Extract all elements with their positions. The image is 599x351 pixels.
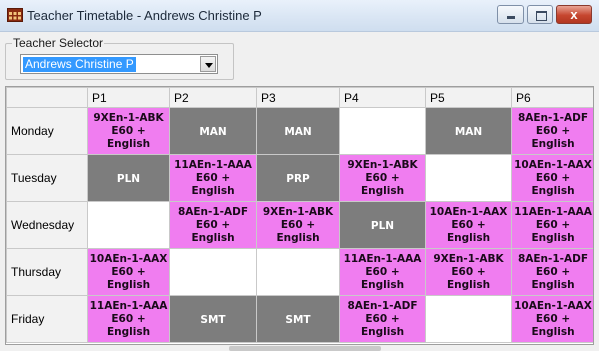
non-teaching-cell[interactable] bbox=[257, 155, 340, 202]
period-header[interactable]: P2 bbox=[170, 88, 257, 108]
lesson-room: E60 + bbox=[535, 171, 571, 184]
lesson-room: E60 + bbox=[111, 124, 146, 137]
lesson-subject: English bbox=[360, 278, 405, 291]
teacher-selector-label: Teacher Selector bbox=[13, 36, 104, 50]
non-teaching-cell[interactable] bbox=[88, 155, 170, 202]
lesson-cell[interactable] bbox=[512, 296, 595, 343]
lesson-class: 9XEn-1-ABK bbox=[262, 205, 334, 218]
lesson-subject: English bbox=[446, 278, 491, 291]
calendar-grid-icon bbox=[7, 8, 23, 22]
lesson-class: 9XEn-1-ABK bbox=[93, 111, 164, 124]
lesson-cell[interactable] bbox=[88, 108, 170, 155]
empty-cell[interactable] bbox=[426, 296, 512, 343]
lesson-room: E60 + bbox=[451, 218, 486, 231]
lesson-cell[interactable] bbox=[512, 202, 595, 249]
empty-cell[interactable] bbox=[426, 155, 512, 202]
lesson-class: 8AEn-1-ADF bbox=[517, 252, 589, 265]
window-title: Teacher Timetable - Andrews Christine P bbox=[27, 8, 262, 23]
horizontal-scrollbar-thumb[interactable] bbox=[229, 346, 381, 351]
block-label: SMT bbox=[285, 314, 311, 326]
lesson-room: E60 + bbox=[111, 265, 146, 278]
lesson-subject: English bbox=[531, 231, 575, 244]
lesson-subject: English bbox=[531, 137, 575, 150]
lesson-subject: English bbox=[360, 325, 405, 338]
lesson-class: 10AEn-1-AAX bbox=[89, 252, 168, 265]
lesson-room: E60 + bbox=[535, 265, 571, 278]
lesson-subject: English bbox=[360, 184, 405, 197]
non-teaching-cell[interactable] bbox=[257, 296, 340, 343]
lesson-class: 9XEn-1-ABK bbox=[347, 158, 418, 171]
non-teaching-cell[interactable] bbox=[426, 108, 512, 155]
lesson-room: E60 + bbox=[365, 171, 400, 184]
lesson-cell[interactable] bbox=[340, 249, 426, 296]
lesson-class: 10AEn-1-AAX bbox=[429, 205, 508, 218]
non-teaching-cell[interactable] bbox=[170, 296, 257, 343]
lesson-cell[interactable] bbox=[170, 155, 257, 202]
day-label: Wednesday bbox=[7, 202, 88, 249]
period-header-row bbox=[7, 88, 595, 108]
lesson-cell[interactable] bbox=[88, 249, 170, 296]
lesson-room: E60 + bbox=[365, 265, 400, 278]
teacher-select-dropdown-button[interactable] bbox=[200, 56, 216, 72]
lesson-room: E60 + bbox=[535, 124, 571, 137]
day-label: Friday bbox=[7, 296, 88, 343]
lesson-subject: English bbox=[191, 184, 235, 197]
close-icon: x bbox=[570, 7, 578, 22]
lesson-subject: English bbox=[531, 184, 575, 197]
lesson-room: E60 + bbox=[535, 218, 571, 231]
block-label: MAN bbox=[454, 126, 483, 138]
period-header[interactable]: P4 bbox=[340, 88, 426, 108]
lesson-subject: English bbox=[446, 231, 491, 244]
close-button[interactable] bbox=[556, 5, 592, 24]
lesson-class: 11AEn-1-AAA bbox=[89, 299, 168, 312]
lesson-room: E60 + bbox=[111, 312, 146, 325]
lesson-class: 9XEn-1-ABK bbox=[433, 252, 504, 265]
table-row bbox=[7, 296, 595, 343]
lesson-class: 10AEn-1-AAX bbox=[514, 299, 592, 312]
empty-cell[interactable] bbox=[340, 108, 426, 155]
period-header[interactable]: P6 bbox=[512, 88, 595, 108]
lesson-class: 11AEn-1-AAA bbox=[174, 158, 252, 171]
lesson-subject: English bbox=[276, 231, 320, 244]
timetable-table bbox=[6, 87, 594, 343]
empty-cell[interactable] bbox=[257, 249, 340, 296]
teacher-selector-group bbox=[5, 36, 234, 80]
block-label: MAN bbox=[199, 126, 227, 138]
lesson-room: E60 + bbox=[195, 171, 231, 184]
lesson-room: E60 + bbox=[535, 312, 571, 325]
empty-cell[interactable] bbox=[170, 249, 257, 296]
lesson-cell[interactable] bbox=[170, 202, 257, 249]
lesson-subject: English bbox=[531, 325, 575, 338]
lesson-subject: English bbox=[531, 278, 575, 291]
day-label: Monday bbox=[7, 108, 88, 155]
table-row bbox=[7, 155, 595, 202]
lesson-class: 10AEn-1-AAX bbox=[514, 158, 592, 171]
lesson-cell[interactable] bbox=[512, 108, 595, 155]
lesson-cell[interactable] bbox=[426, 249, 512, 296]
lesson-room: E60 + bbox=[280, 218, 316, 231]
lesson-cell[interactable] bbox=[257, 202, 340, 249]
period-header[interactable]: P3 bbox=[257, 88, 340, 108]
day-label: Tuesday bbox=[7, 155, 88, 202]
lesson-cell[interactable] bbox=[88, 296, 170, 343]
table-row bbox=[7, 108, 595, 155]
timetable-grid[interactable] bbox=[5, 86, 594, 345]
non-teaching-cell[interactable] bbox=[340, 202, 426, 249]
lesson-subject: English bbox=[191, 231, 235, 244]
corner-header bbox=[7, 88, 88, 108]
lesson-class: 11AEn-1-AAA bbox=[343, 252, 422, 265]
title-bar[interactable] bbox=[0, 0, 599, 32]
block-label: PLN bbox=[116, 173, 141, 185]
lesson-subject: English bbox=[106, 325, 151, 338]
lesson-room: E60 + bbox=[451, 265, 486, 278]
minimize-button[interactable] bbox=[497, 5, 524, 24]
lesson-subject: English bbox=[106, 278, 151, 291]
maximize-button[interactable] bbox=[527, 5, 553, 24]
table-row bbox=[7, 202, 595, 249]
lesson-room: E60 + bbox=[365, 312, 400, 325]
lesson-class: 8AEn-1-ADF bbox=[347, 299, 418, 312]
lesson-class: 11AEn-1-AAA bbox=[514, 205, 592, 218]
lesson-cell[interactable] bbox=[512, 155, 595, 202]
lesson-room: E60 + bbox=[195, 218, 231, 231]
lesson-cell[interactable] bbox=[512, 249, 595, 296]
lesson-cell[interactable] bbox=[426, 202, 512, 249]
day-label: Thursday bbox=[7, 249, 88, 296]
teacher-select[interactable] bbox=[20, 54, 218, 74]
block-label: MAN bbox=[284, 126, 312, 138]
lesson-cell[interactable] bbox=[340, 296, 426, 343]
non-teaching-cell[interactable] bbox=[170, 108, 257, 155]
empty-cell[interactable] bbox=[88, 202, 170, 249]
teacher-select-value[interactable]: Andrews Christine P bbox=[25, 57, 134, 71]
block-label: PRP bbox=[286, 173, 310, 185]
block-label: PLN bbox=[370, 220, 395, 232]
period-header[interactable]: P5 bbox=[426, 88, 512, 108]
period-header[interactable]: P1 bbox=[88, 88, 170, 108]
block-label: SMT bbox=[200, 314, 226, 326]
table-row bbox=[7, 249, 595, 296]
non-teaching-cell[interactable] bbox=[257, 108, 340, 155]
lesson-class: 8AEn-1-ADF bbox=[177, 205, 249, 218]
lesson-subject: English bbox=[106, 137, 151, 150]
lesson-class: 8AEn-1-ADF bbox=[517, 111, 589, 124]
lesson-cell[interactable] bbox=[340, 155, 426, 202]
